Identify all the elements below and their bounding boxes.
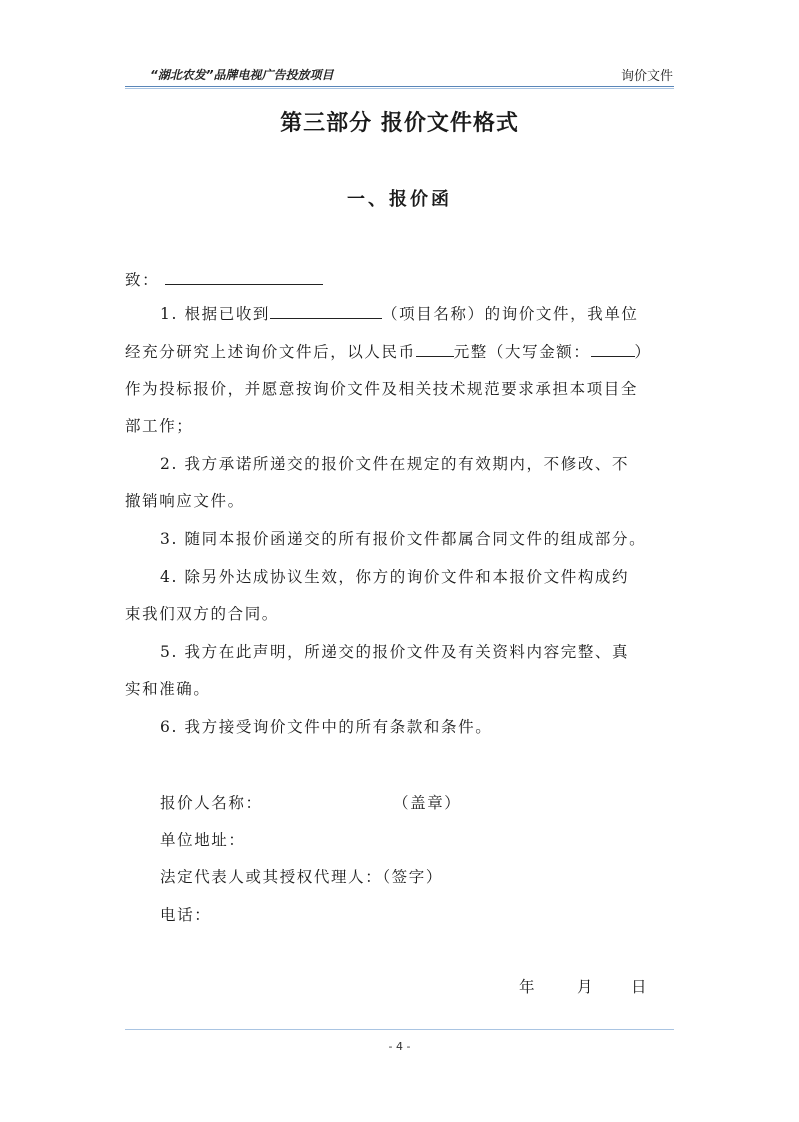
date-year: 年 [519,978,537,996]
item-1-line-2 [125,340,652,362]
page-header-project: “湖北农发”品牌电视广告投放项目 [150,68,334,82]
section-title: 一、报价函 [347,189,452,210]
representative-label: 法定代表人或其授权代理人： [160,868,383,886]
amount-blank [416,342,454,357]
page-header-doc-type: 询价文件 [620,69,673,84]
item-2-line-2: 撤销响应文件。 [125,492,245,510]
item-4-line-1: 4. 除另外达成协议生效，你方的询价文件和本报价文件构成约 [160,568,630,586]
addressee-line [125,268,323,290]
date-month: 月 [577,978,595,996]
item-5-line-1: 5. 我方在此声明，所递交的报价文件及有关资料内容完整、真 [160,643,630,661]
item-1-text-d: 元整（大写金额： [453,343,591,361]
to-label: 致： [125,271,160,289]
date-day: 日 [631,978,649,996]
item-1-text-e: ） [634,343,652,361]
project-name-blank [270,304,382,319]
item-4-line-2: 束我们双方的合同。 [125,605,279,623]
item-1-text-b: （项目名称）的询价文件，我单位 [382,305,639,323]
item-1-text-c: 经充分研究上述询价文件后，以人民币 [125,343,416,361]
seal-label: （盖章） [393,794,462,812]
amount-words-blank [591,342,635,357]
footer-rule [125,1029,674,1030]
document-title: 第三部分 报价文件格式 [280,111,519,136]
item-1-line-4: 部工作； [125,417,194,435]
item-3: 3. 随同本报价函递交的所有报价文件都属合同文件的组成部分。 [160,530,647,548]
item-5-line-2: 实和准确。 [125,680,211,698]
sign-label: （签字） [382,868,443,886]
phone-label: 电话： [160,906,212,924]
address-label: 单位地址： [160,831,246,849]
addressee-blank [165,270,323,285]
header-rule [125,86,674,89]
item-1-text-a: 1. 根据已收到 [160,305,271,323]
representative-line [160,865,443,887]
item-2-line-1: 2. 我方承诺所递交的报价文件在规定的有效期内，不修改、不 [160,455,630,473]
bidder-name-label: 报价人名称： [160,794,263,812]
item-1-line-3: 作为投标报价，并愿意按询价文件及相关技术规范要求承担本项目全 [125,380,639,398]
item-1-line-1 [160,302,639,324]
item-6: 6. 我方接受询价文件中的所有条款和条件。 [160,718,493,736]
page-number: - 4 - [388,1040,411,1053]
